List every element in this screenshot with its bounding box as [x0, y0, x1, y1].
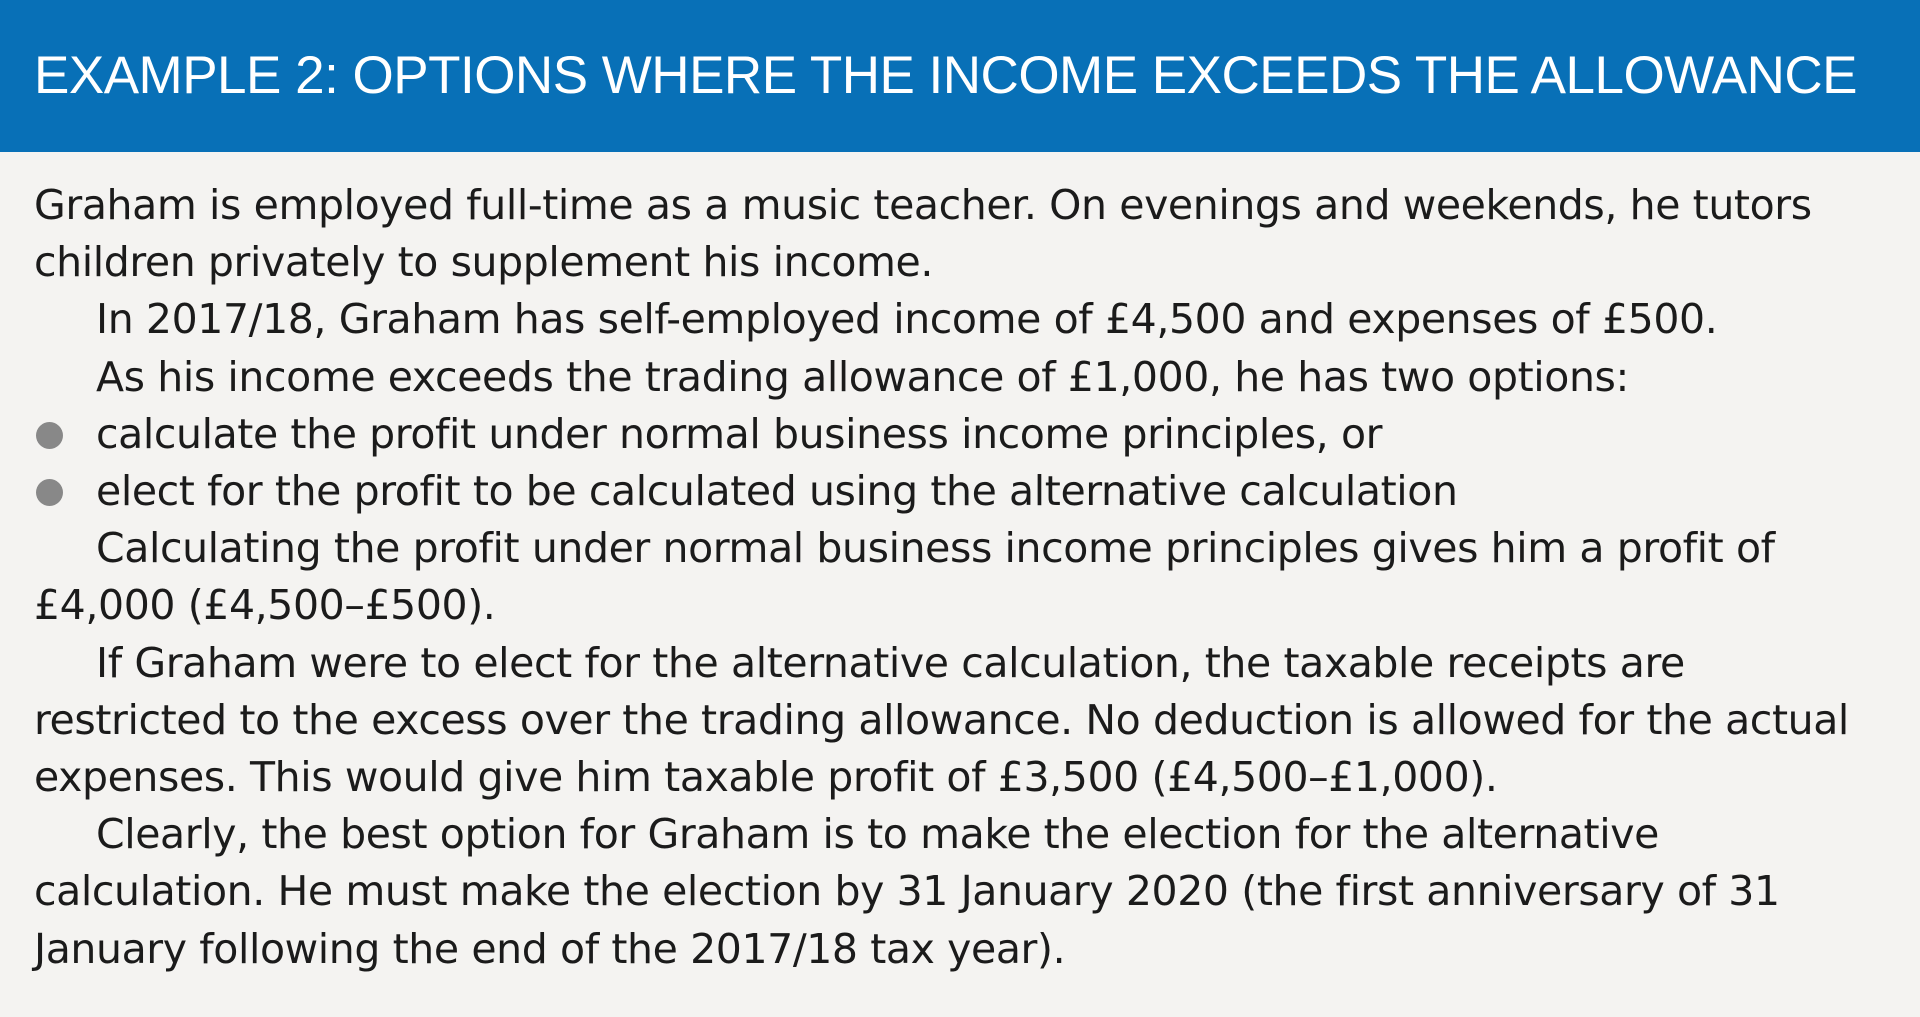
bullet-icon — [36, 422, 63, 449]
conclusion-paragraph: Clearly, the best option for Graham is to make the election for the alternative calculation. He must make the election by 31 January 2020 (the first anniversary of 31 January following the end of the 2017/18 tax year). — [34, 810, 1780, 973]
example-body — [34, 177, 1889, 978]
intro-paragraph: Graham is employed full-time as a music teacher. On evenings and weekends, he tutors children privately to supplement his income. — [34, 181, 1812, 287]
options-list — [34, 406, 1889, 520]
income-paragraph: In 2017/18, Graham has self-employed income of £4,500 and expenses of £500. — [96, 295, 1718, 344]
list-item — [34, 463, 1889, 520]
list-item — [34, 406, 1889, 463]
options-paragraph: As his income exceeds the trading allowance of £1,000, he has two options: — [96, 352, 1629, 401]
bullet-icon — [36, 479, 63, 506]
example-header-bar — [0, 0, 1920, 152]
option-alternative-calculation: elect for the profit to be calculated using the alternative calculation — [96, 467, 1458, 516]
normal-calculation-paragraph: Calculating the profit under normal business income principles gives him a profit of £4,000 (£4,500–£500). — [34, 524, 1775, 630]
option-normal-principles: calculate the profit under normal business income principles, or — [96, 409, 1383, 458]
alternative-calculation-paragraph: If Graham were to elect for the alternative calculation, the taxable receipts are restricted to the excess over the trading allowance. No deduction is allowed for the actual expenses. This would give him taxable profit of £3,500 (£4,500–£1,000). — [34, 638, 1849, 802]
example-title: EXAMPLE 2: OPTIONS WHERE THE INCOME EXCEEDS THE ALLOWANCE — [34, 46, 1857, 105]
